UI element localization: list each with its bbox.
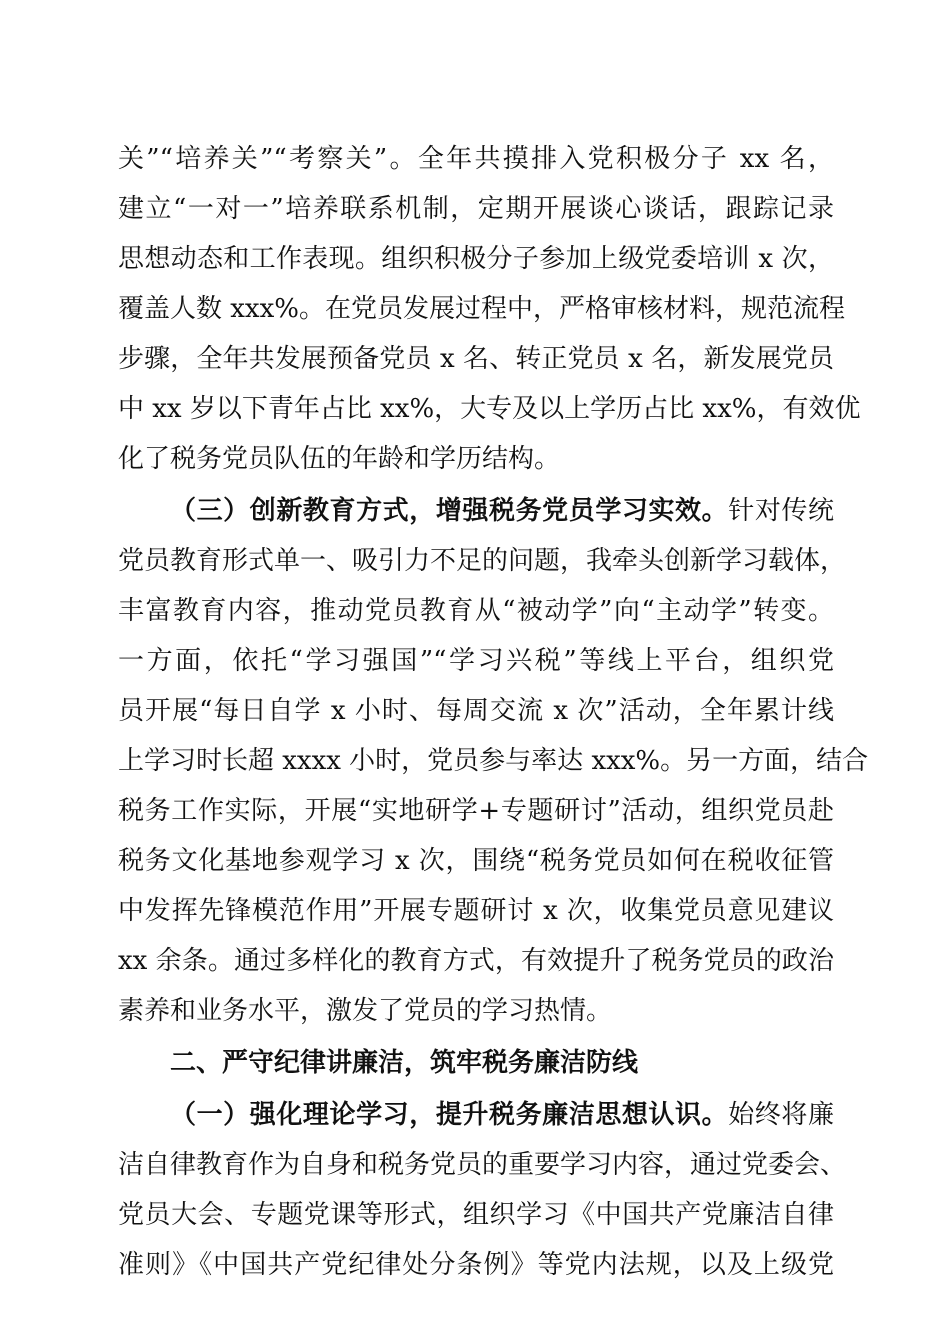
paragraph-line: 党员教育形式单一、吸引力不足的问题，我牵头创新学习载体， (118, 546, 847, 576)
paragraph-line: 上学习时长超 xxxx 小时，党员参与率达 xxx%。另一方面，结合 (118, 746, 869, 776)
paragraph-line: 税务工作实际，开展“实地研学+专题研讨”活动，组织党员赴 (118, 796, 834, 826)
paragraph-line: 税务文化基地参观学习 x 次，围绕“税务党员如何在税收征管 (118, 846, 834, 876)
paragraph-text: 针对传统 (728, 496, 834, 526)
paragraph-line: 素养和业务水平，激发了党员的学习热情。 (118, 996, 613, 1026)
paragraph-line: 中发挥先锋模范作用”开展专题研讨 x 次，收集党员意见建议 (118, 896, 834, 926)
paragraph-line: 中 xx 岁以下青年占比 xx%，大专及以上学历占比 xx%，有效优 (118, 394, 861, 424)
paragraph-line: 思想动态和工作表现。组织积极分子参加上级党委培训 x 次， (118, 244, 834, 274)
paragraph-line: 准则》《中国共产党纪律处分条例》等党内法规，以及上级党 (118, 1250, 834, 1280)
paragraph-text: 始终将廉 (728, 1100, 834, 1130)
paragraph-line: xx 余条。通过多样化的教育方式，有效提升了税务党员的政治 (118, 946, 834, 976)
paragraph-line: 步骤，全年共发展预备党员 x 名、转正党员 x 名，新发展党员 (118, 344, 834, 374)
paragraph-line: 化了税务党员队伍的年龄和学历结构。 (118, 444, 561, 474)
paragraph-line: 一方面，依托“学习强国”“学习兴税”等线上平台，组织党 (118, 646, 834, 676)
paragraph-first-line (170, 1093, 834, 1137)
paragraph-first-line (170, 489, 834, 533)
paragraph-line: 关”“培养关”“考察关”。全年共摸排入党积极分子 xx 名， (118, 144, 834, 174)
paragraph-line: 覆盖人数 xxx%。在党员发展过程中，严格审核材料，规范流程 (118, 294, 845, 324)
paragraph-line: 建立“一对一”培养联系机制，定期开展谈心谈话，跟踪记录 (118, 194, 834, 224)
paragraph-line: 员开展“每日自学 x 小时、每周交流 x 次”活动，全年累计线 (118, 696, 834, 726)
paragraph-line: 洁自律教育作为自身和税务党员的重要学习内容，通过党委会、 (118, 1150, 847, 1180)
subsection-lead: （一）强化理论学习，提升税务廉洁思想认识。 (170, 1100, 729, 1130)
paragraph-line: 党员大会、专题党课等形式，组织学习《中国共产党廉洁自律 (118, 1200, 834, 1230)
section-heading: 二、严守纪律讲廉洁，筑牢税务廉洁防线 (170, 1048, 639, 1078)
subsection-lead: （三）创新教育方式，增强税务党员学习实效。 (170, 496, 729, 526)
paragraph-line: 丰富教育内容，推动党员教育从“被动学”向“主动学”转变。 (118, 596, 834, 626)
